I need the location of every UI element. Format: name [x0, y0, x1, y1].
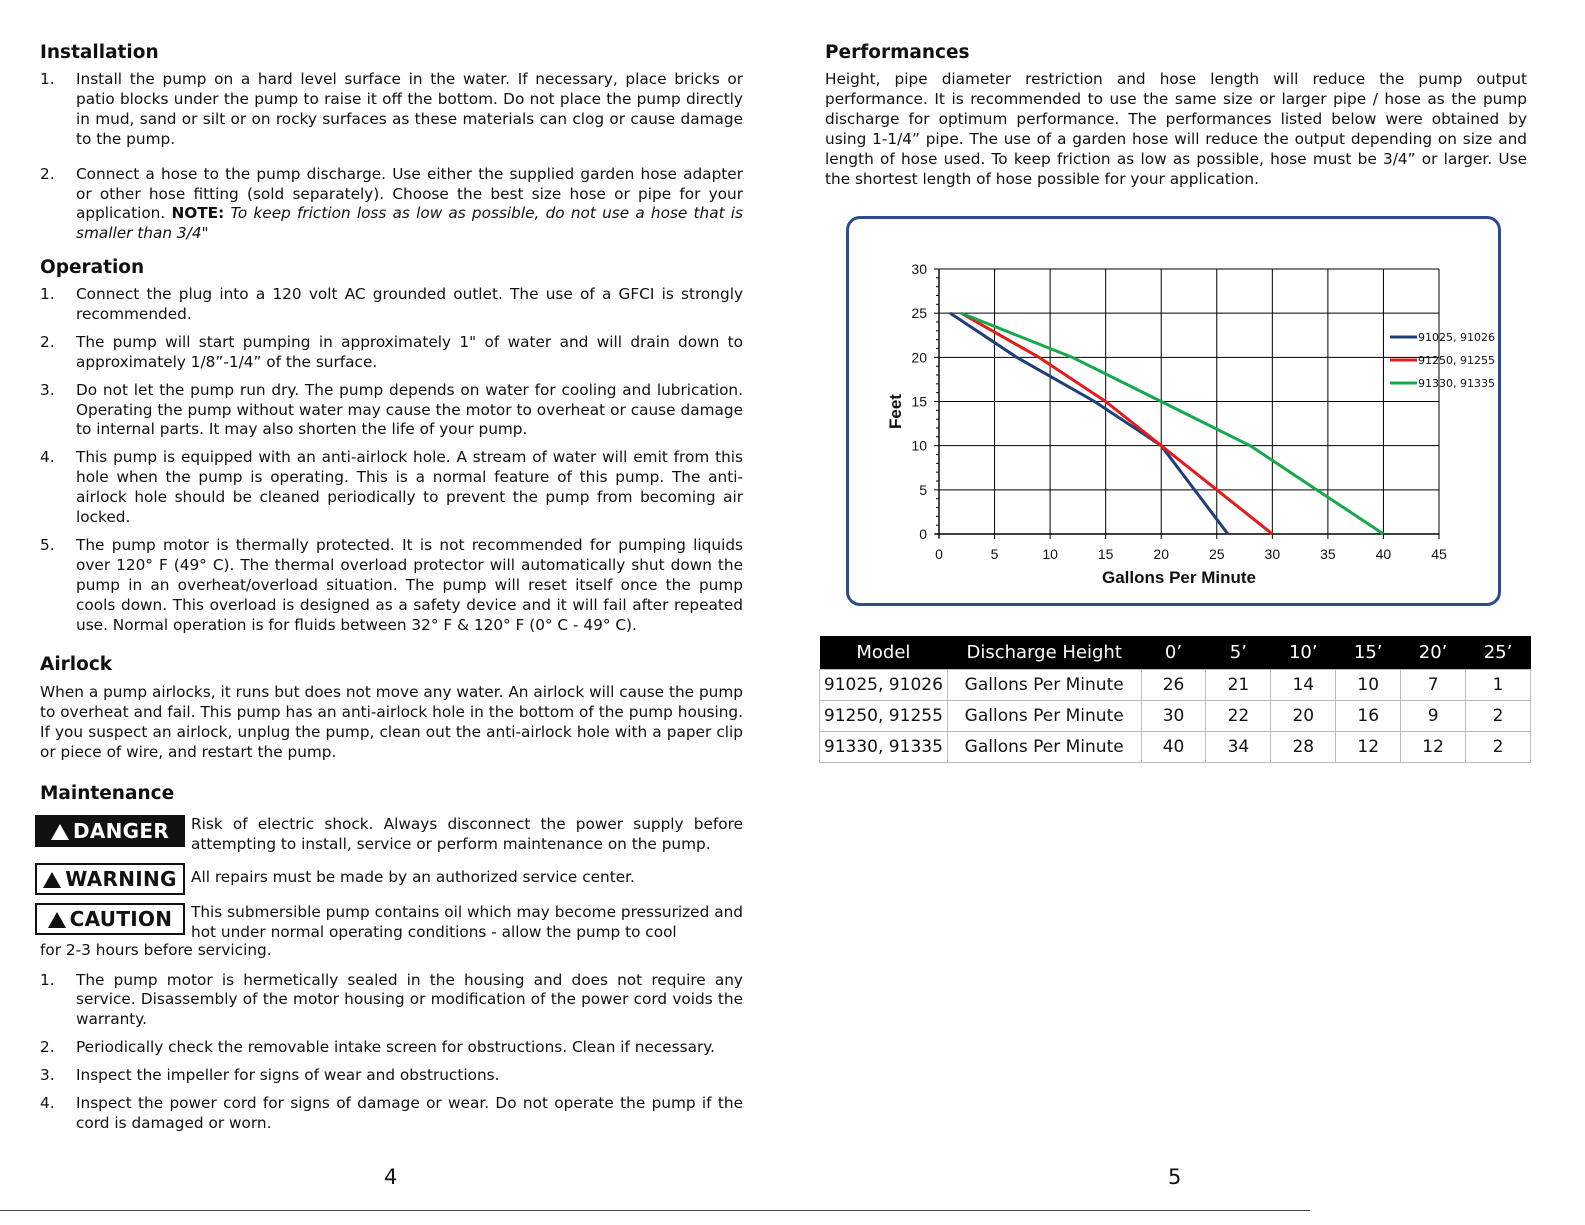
table-cell: 30 — [1141, 700, 1206, 731]
table-row — [820, 731, 1531, 762]
list-item — [40, 333, 743, 373]
y-tick-label: 30 — [911, 261, 927, 277]
list-number: 2. — [40, 164, 55, 183]
page-number-left: 4 — [384, 1165, 398, 1189]
danger-label: DANGER — [72, 819, 170, 843]
operation-section — [40, 255, 743, 644]
table-cell: 1 — [1466, 669, 1531, 700]
list-number: 4. — [40, 448, 55, 467]
y-axis-label: Feet — [886, 394, 905, 429]
danger-notice — [40, 815, 743, 855]
x-tick-label: 15 — [1097, 546, 1114, 562]
table-cell: 26 — [1141, 669, 1206, 700]
maintenance-section — [40, 781, 743, 1142]
warning-triangle-icon — [48, 912, 66, 928]
y-tick-label: 5 — [919, 481, 927, 498]
table-cell: 12 — [1336, 731, 1401, 762]
installation-heading: Installation — [40, 42, 159, 63]
bottom-rule — [0, 1210, 1310, 1211]
list-item — [40, 448, 743, 528]
list-item — [40, 285, 743, 325]
table-cell: 14 — [1271, 669, 1336, 700]
table-header-cell: 0’ — [1141, 636, 1206, 669]
list-text: Do not let the pump run dry. The pump depends on water for cooling and lubrication. Operating the pump without water may cause the motor to overheat or cause damage to internal parts. It may also shorten the life of your pump. — [76, 380, 743, 439]
series-line — [961, 313, 1272, 534]
table-header-cell: 5’ — [1206, 636, 1271, 669]
list-number: 1. — [40, 285, 55, 303]
list-number: 4. — [40, 1094, 55, 1113]
table-header-row — [820, 636, 1531, 669]
list-item — [40, 381, 743, 441]
x-tick-label: 20 — [1153, 546, 1170, 562]
y-tick-label: 0 — [919, 526, 927, 542]
note-label: NOTE: — [171, 204, 225, 223]
table-cell: 2 — [1466, 731, 1531, 762]
list-item — [40, 536, 743, 636]
y-tick-label: 10 — [911, 437, 927, 454]
installation-list — [40, 70, 743, 244]
performance-chart-frame — [846, 216, 1501, 606]
table-row — [820, 669, 1531, 700]
table-header-cell: 20’ — [1401, 636, 1466, 669]
list-number: 2. — [40, 1038, 55, 1057]
table-cell: 40 — [1141, 731, 1206, 762]
operation-list — [40, 285, 743, 636]
airlock-section — [40, 652, 743, 763]
table-cell: 91250, 91255 — [820, 700, 948, 731]
list-item — [40, 1038, 743, 1058]
table-cell: 9 — [1401, 700, 1466, 731]
x-tick-label: 5 — [990, 546, 999, 562]
table-cell: Gallons Per Minute — [947, 669, 1141, 700]
table-cell: 10 — [1336, 669, 1401, 700]
caution-badge — [35, 903, 185, 935]
warning-notice — [40, 863, 743, 895]
list-number: 1. — [40, 70, 55, 88]
table-cell: 91025, 91026 — [820, 669, 948, 700]
legend-label: 91330, 91335 — [1418, 377, 1495, 390]
performance-chart — [849, 219, 1497, 602]
warning-text: All repairs must be made by an authorized service center. — [191, 867, 635, 886]
table-cell: 28 — [1271, 731, 1336, 762]
list-item — [40, 1094, 743, 1134]
list-number: 1. — [40, 970, 55, 989]
table-header-cell: 10’ — [1271, 636, 1336, 669]
caution-text-continued: for 2-3 hours before servicing. — [40, 940, 272, 959]
list-text: Inspect the impeller for signs of wear and obstructions. — [76, 1066, 500, 1085]
danger-text: Risk of electric shock. Always disconnect the power supply before attempting to install, service or perform maintenance on the pump. — [191, 815, 743, 853]
airlock-paragraph: When a pump airlocks, it runs but does not move any water. An airlock will cause the pump to overheat and fail. This pump has an anti-airlock hole in the bottom of the pump housing. If you suspect an airlock, unplug the pump, clean out the anti-airlock hole with a paper clip or piece of wire, and restart the pump. — [40, 683, 743, 761]
list-text: Connect a hose to the pump discharge. Use either the supplied garden hose adapter or other hose fitting (sold separately). Choose the best size hose or pipe for your application. — [76, 164, 743, 223]
table-row — [820, 700, 1531, 731]
x-tick-label: 45 — [1431, 546, 1447, 562]
y-tick-label: 25 — [911, 305, 927, 322]
danger-badge — [35, 815, 185, 847]
list-number: 2. — [40, 332, 55, 351]
table-cell: 16 — [1336, 700, 1401, 731]
right-page — [823, 40, 1527, 757]
maintenance-heading: Maintenance — [40, 783, 175, 804]
warning-badge — [35, 863, 185, 895]
list-item — [40, 70, 743, 150]
x-tick-label: 30 — [1264, 546, 1281, 562]
warning-label: WARNING — [65, 866, 177, 891]
list-text: Periodically check the removable intake screen for obstructions. Clean if necessary. — [76, 1038, 716, 1057]
table-cell: Gallons Per Minute — [947, 700, 1141, 731]
list-number: 3. — [40, 380, 55, 399]
legend-label: 91025, 91026 — [1418, 331, 1495, 344]
list-text: Connect the plug into a 120 volt AC grounded outlet. The use of a GFCI is strongly recommended. — [76, 285, 743, 323]
table-header-cell: 15’ — [1336, 636, 1401, 669]
list-text: The pump will start pumping in approximately 1" of water and will drain down to approximately 1/8”-1/4” of the surface. — [76, 332, 743, 371]
y-tick-label: 15 — [911, 393, 927, 410]
y-tick-label: 20 — [911, 349, 927, 366]
list-number: 3. — [40, 1066, 55, 1085]
table-cell: 22 — [1206, 700, 1271, 731]
table-cell: 12 — [1401, 731, 1466, 762]
table-header-cell: 25’ — [1466, 636, 1531, 669]
table-cell: 91330, 91335 — [820, 731, 948, 762]
table-cell: 2 — [1466, 700, 1531, 731]
operation-heading: Operation — [40, 257, 145, 278]
series-line — [961, 313, 1383, 534]
x-axis-label: Gallons Per Minute — [1102, 568, 1256, 587]
table-header-cell: Discharge Height — [947, 636, 1141, 669]
table-cell: 7 — [1401, 669, 1466, 700]
list-item — [40, 1066, 743, 1086]
list-item — [40, 165, 743, 245]
airlock-heading: Airlock — [40, 654, 113, 675]
table-cell: 21 — [1206, 669, 1271, 700]
performances-paragraph: Height, pipe diameter restriction and hose length will reduce the pump output performance. It is recommended to use the same size or larger pipe / hose as the pump discharge for optimum performance. The performances listed below were obtained by using 1-1/4” pipe. The use of a garden hose will reduce the output depending on size and length of hose used. To keep friction as low as possible, hose must be 3/4” or larger. Use the shortest length of hose possible for your application. — [825, 70, 1527, 188]
list-text: Install the pump on a hard level surface in the water. If necessary, place bricks or patio blocks under the pump to raise it off the bottom. Do not place the pump directly in mud, sand or silt or on rocky surfaces as these materials can clog or cause damage to the pump. — [76, 70, 743, 148]
x-tick-label: 25 — [1208, 546, 1225, 562]
table-cell: 34 — [1206, 731, 1271, 762]
installation-section — [40, 40, 743, 244]
caution-label: CAUTION — [69, 906, 173, 931]
list-text: The pump motor is thermally protected. It is not recommended for pumping liquids over 120° F (49° C). The thermal overload protector will automatically shut down the pump in an overheat/overload situation. The pump will reset itself once the pump cools down. This overload is designed as a safety device and it will fail after repeated use. Normal operation is for fluids between 32° F & 120° F (0° C - 49° C). — [76, 535, 743, 634]
x-tick-label: 0 — [935, 546, 943, 562]
series-line — [950, 313, 1228, 534]
x-tick-label: 40 — [1375, 546, 1392, 562]
legend-label: 91250, 91255 — [1418, 354, 1495, 367]
performances-heading: Performances — [825, 42, 970, 63]
caution-text: This submersible pump contains oil which may become pressurized and hot under normal operating conditions - allow the pump to cool — [191, 902, 743, 941]
warning-triangle-icon — [43, 872, 61, 888]
table-cell: 20 — [1271, 700, 1336, 731]
list-item — [40, 971, 743, 1031]
list-text: Inspect the power cord for signs of damage or wear. Do not operate the pump if the cord is damaged or worn. — [76, 1094, 743, 1132]
caution-notice — [40, 903, 743, 943]
page-number-right: 5 — [1168, 1165, 1182, 1189]
table-cell: Gallons Per Minute — [947, 731, 1141, 762]
performance-table — [819, 636, 1531, 763]
x-tick-label: 35 — [1320, 546, 1336, 562]
list-text: This pump is equipped with an anti-airlock hole. A stream of water will emit from this hole when the pump is operating. This is a normal feature of this pump. The anti-airlock hole should be cleaned periodically to prevent the pump from becoming air locked. — [76, 448, 743, 527]
x-tick-label: 10 — [1042, 546, 1058, 562]
warning-triangle-icon — [51, 824, 69, 840]
maintenance-list — [40, 971, 743, 1134]
table-header-cell: Model — [820, 636, 948, 669]
list-number: 5. — [40, 535, 55, 554]
note-text: To keep friction loss as low as possible, do not use a hose that is smaller than 3/4" — [76, 204, 743, 243]
list-text: The pump motor is hermetically sealed in the housing and does not require any service. Disassembly of the motor housing or modification of the power cord voids the warranty. — [76, 970, 743, 1029]
